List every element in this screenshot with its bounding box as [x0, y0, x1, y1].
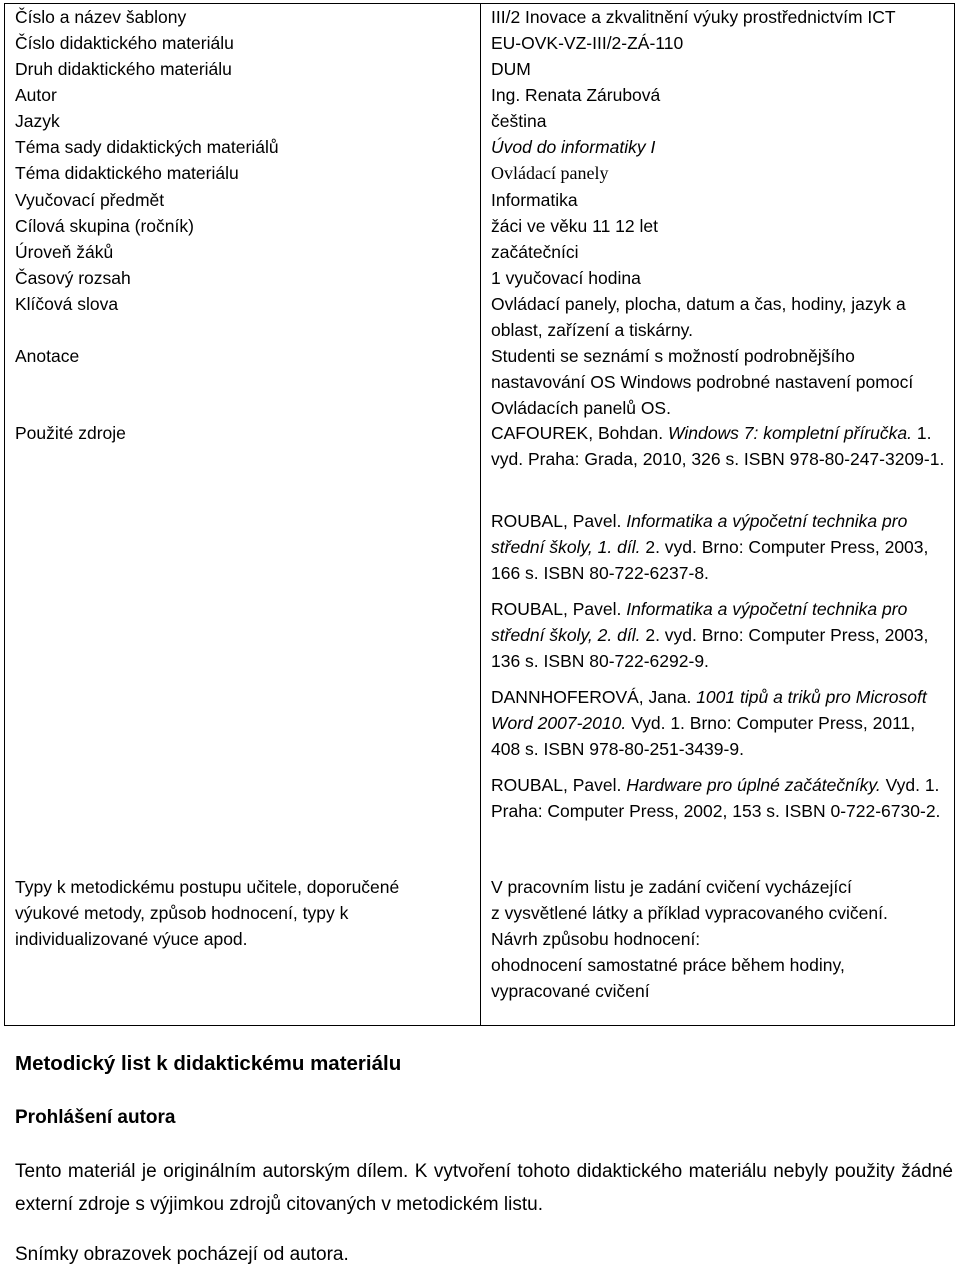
column-divider — [480, 3, 481, 1026]
label-autor: Autor — [15, 85, 57, 105]
source-item — [491, 773, 946, 825]
value-predmet: Informatika — [491, 190, 578, 210]
source-author: ROUBAL, Pavel. — [491, 511, 627, 531]
source-title: Hardware pro úplné začátečníky. — [626, 775, 881, 795]
source-item — [491, 685, 946, 762]
label-klicova-slova: Klíčová slova — [15, 294, 119, 314]
value-cilova-skupina: žáci ve věku 11 12 let — [491, 216, 658, 236]
source-details: 2. vyd. Brno: Computer Press, 2003, 166 s. ISBN 80-722-6237-8. — [491, 536, 929, 583]
source-details: 2. vyd. Brno: Computer Press, 2003, 136 s. ISBN 80-722-6292-9. — [491, 624, 929, 671]
label-druh: Druh didaktického materiálu — [15, 59, 232, 79]
label-predmet: Vyučovací předmět — [15, 190, 165, 210]
label-sablona: Číslo a název šablony — [15, 7, 187, 27]
source-title: Informatika a výpočetní technika pro střední školy, 1. díl. — [491, 511, 908, 557]
value-autor: Ing. Renata Zárubová — [491, 85, 661, 105]
source-title: Windows 7: kompletní příručka. — [668, 423, 912, 443]
label-pouzite-zdroje: Použité zdroje — [15, 423, 126, 443]
source-title: 1001 tipů a triků pro Microsoft Word 2007-2010. — [491, 687, 927, 733]
method-line: z vysvětlené látky a příklad vypracovaného cvičení. — [491, 903, 888, 923]
value-uroven: začátečníci — [491, 242, 579, 262]
method-line: V pracovním listu je zadání cvičení vycházející — [491, 877, 852, 897]
screenshots-note: Snímky obrazovek pocházejí od autora. — [15, 1244, 349, 1265]
source-author: DANNHOFEROVÁ, Jana. — [491, 687, 697, 707]
source-author: CAFOUREK, Bohdan. — [491, 423, 669, 443]
source-details: Vyd. 1. Praha: Computer Press, 2002, 153 s. ISBN 0-722-6730-2. — [491, 775, 941, 821]
label-cilova-skupina: Cílová skupina (ročník) — [15, 216, 194, 236]
value-anotace: Studenti se seznámí s možností podrobnějšího nastavování OS Windows podrobné nastavení pomocí Ovládacích panelů OS. — [491, 346, 914, 418]
label-tema-sady: Téma sady didaktických materiálů — [15, 137, 279, 157]
page-title: Metodický list k didaktickému materiálu — [15, 1052, 402, 1075]
source-title: Informatika a výpočetní technika pro střední školy, 2. díl. — [491, 599, 908, 645]
label-typy-metodika: Typy k metodickému postupu učitele, doporučené výukové metody, způsob hodnocení, typy k individualizované výuce apod. — [15, 877, 400, 949]
source-item — [491, 421, 946, 473]
value-cislo-materialu: EU-OVK-VZ-III/2-ZÁ-110 — [491, 33, 684, 53]
label-casovy-rozsah: Časový rozsah — [15, 268, 131, 288]
source-author: ROUBAL, Pavel. — [491, 599, 627, 619]
method-line: vypracované cvičení — [491, 981, 650, 1001]
source-details: Vyd. 1. Brno: Computer Press, 2011, 408 s. ISBN 978-80-251-3439-9. — [491, 712, 916, 759]
label-tema-materialu: Téma didaktického materiálu — [15, 163, 239, 183]
label-jazyk: Jazyk — [15, 111, 60, 131]
source-item — [491, 509, 946, 586]
value-klicova-slova: Ovládací panely, plocha, datum a čas, hodiny, jazyk a oblast, zařízení a tiskárny. — [491, 294, 906, 340]
source-author: ROUBAL, Pavel. — [491, 775, 627, 795]
value-jazyk: čeština — [491, 111, 547, 131]
value-druh: DUM — [491, 59, 531, 79]
label-cislo-materialu: Číslo didaktického materiálu — [15, 33, 234, 53]
label-anotace: Anotace — [15, 346, 80, 366]
source-details: 1. vyd. Praha: Grada, 2010, 326 s. ISBN 978-80-247-3209-1. — [491, 423, 945, 469]
method-line: Návrh způsobu hodnocení: — [491, 929, 701, 949]
value-casovy-rozsah: 1 vyučovací hodina — [491, 268, 641, 288]
value-sablona: III/2 Inovace a zkvalitnění výuky prostřednictvím ICT — [491, 7, 896, 27]
label-uroven: Úroveň žáků — [15, 242, 114, 262]
declaration-paragraph: Tento materiál je originálním autorským dílem. K vytvoření tohoto didaktického materiálu nebyly použity žádné externí zdroje s výjimkou zdrojů citovaných v metodickém listu. — [15, 1161, 953, 1215]
value-tema-materialu: Ovládací panely — [491, 163, 609, 183]
method-line: ohodnocení samostatné práce během hodiny, — [491, 955, 845, 975]
value-tema-sady: Úvod do informatiky I — [491, 137, 656, 157]
section-heading: Prohlášení autora — [15, 1107, 176, 1128]
source-item — [491, 597, 946, 674]
